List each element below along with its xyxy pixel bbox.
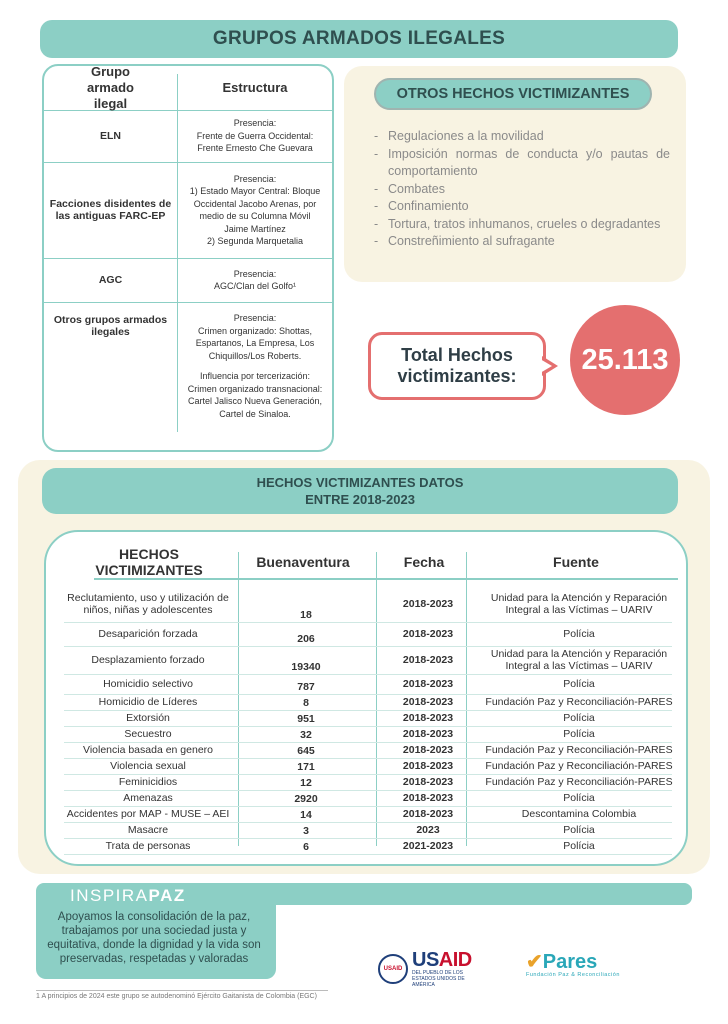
table-row xyxy=(64,822,672,839)
cell-hecho: Accidentes por MAP - MUSE – AEI xyxy=(66,808,230,820)
cell-hecho: Extorsión xyxy=(126,712,170,724)
cell-buenaventura: 3 xyxy=(303,825,309,837)
cell-fuente: Fundación Paz y Reconciliación-PARES xyxy=(485,776,673,788)
group-name: ELN xyxy=(100,130,121,142)
table-row xyxy=(64,646,672,675)
victimizing-facts-table xyxy=(44,530,688,866)
cell-fecha: 2018-2023 xyxy=(402,654,454,666)
other-facts-list xyxy=(374,128,670,251)
footnote: 1 A principios de 2024 este grupo se autodenominó Ejército Gaitanista de Colombia (EGC) xyxy=(36,993,317,1000)
cell-hecho: Amenazas xyxy=(123,792,173,804)
table-row xyxy=(64,838,672,855)
group-structure: Presencia: Crimen organizado: Shottas, Espartanos, La Empresa, Los Chiquillos/Los Roberts. Influencia por tercerización: Crimen organizado transnacional: Cartel Jalisco Nueva Generación, Cartel de Sinaloa. xyxy=(187,313,323,419)
header-group: Grupo armado ilegal xyxy=(87,64,134,111)
cell-fecha: 2018-2023 xyxy=(402,744,454,756)
cell-buenaventura: 951 xyxy=(297,713,315,725)
armed-groups-table xyxy=(42,64,334,452)
col-header-fuente: Fuente xyxy=(553,554,599,570)
list-item: - Imposición normas de conducta y/o pautas de comportamiento xyxy=(374,146,670,181)
table-row xyxy=(64,806,672,823)
group-structure: Presencia: Frente de Guerra Occidental: Frente Ernesto Che Guevara xyxy=(196,118,314,154)
cell-fuente: Polícia xyxy=(563,712,595,724)
other-facts-title: OTROS HECHOS VICTIMIZANTES xyxy=(374,78,652,110)
cell-hecho: Violencia basada en genero xyxy=(83,744,213,756)
cell-buenaventura: 171 xyxy=(297,761,315,773)
cell-buenaventura: 645 xyxy=(297,745,315,757)
list-item: - Combates xyxy=(374,181,670,199)
cell-fuente: Fundación Paz y Reconciliación-PARES xyxy=(485,760,673,772)
pares-logo: ✔Pares Fundación Paz & Reconciliación xyxy=(526,951,620,978)
total-label xyxy=(368,332,546,400)
table-row xyxy=(64,622,672,647)
group-row xyxy=(44,110,332,163)
list-item: - Confinamiento xyxy=(374,198,670,216)
page-title: GRUPOS ARMADOS ILEGALES xyxy=(212,28,506,49)
cell-fecha: 2018-2023 xyxy=(402,808,454,820)
data-section-banner xyxy=(42,468,678,514)
cell-fuente: Polícia xyxy=(563,792,595,804)
table-row xyxy=(64,790,672,807)
total-label-text: Total Hechos victimizantes: xyxy=(397,345,517,386)
cell-hecho: Feminicidios xyxy=(118,776,178,788)
mission-text: Apoyamos la consolidación de la paz, trabajamos por una sociedad justa y equitativa, donde la dignidad y la vida son preservadas, respetadas y valoradas xyxy=(47,911,261,965)
cell-buenaventura: 14 xyxy=(300,809,312,821)
col-header-buenaventura: Buenaventura xyxy=(256,554,350,570)
cell-fuente: Descontamina Colombia xyxy=(521,808,637,820)
cell-fuente: Polícia xyxy=(563,728,595,740)
cell-hecho: Desaparición forzada xyxy=(98,628,198,640)
header-underline xyxy=(94,578,678,580)
group-name: Facciones disidentes de las antiguas FARC-EP xyxy=(49,198,172,222)
cell-buenaventura: 787 xyxy=(297,681,315,693)
cell-buenaventura: 8 xyxy=(303,697,309,709)
col-header-hecho: HECHOS VICTIMIZANTES xyxy=(95,546,203,578)
cell-fuente: Polícia xyxy=(563,840,595,852)
table-row xyxy=(64,774,672,791)
table-row xyxy=(64,742,672,759)
cell-buenaventura: 6 xyxy=(303,841,309,853)
usaid-logo: USAID USAID DEL PUEBLO DE LOS ESTADOS UNIDOS DE AMÉRICA xyxy=(378,950,482,988)
cell-fecha: 2018-2023 xyxy=(402,696,454,708)
table-row xyxy=(64,710,672,727)
cell-fuente: Unidad para la Atención y Reparación Integral a las Víctimas – UARIV xyxy=(490,592,668,616)
cell-fecha: 2018-2023 xyxy=(402,776,454,788)
table-header-row xyxy=(44,66,332,111)
header-structure: Estructura xyxy=(222,80,288,95)
cell-fecha: 2018-2023 xyxy=(402,728,454,740)
cell-hecho: Reclutamiento, uso y utilización de niños, niñas y adolescentes xyxy=(67,592,229,616)
list-item: - Regulaciones a la movilidad xyxy=(374,128,670,146)
group-row xyxy=(44,258,332,303)
cell-fuente: Polícia xyxy=(563,678,595,690)
group-structure: Presencia: AGC/Clan del Golfo¹ xyxy=(213,268,297,291)
cell-fuente: Polícia xyxy=(563,824,595,836)
cell-hecho: Desplazamiento forzado xyxy=(91,654,205,666)
col-header-fecha: Fecha xyxy=(403,554,445,570)
cell-hecho: Secuestro xyxy=(124,728,172,740)
cell-fuente: Polícia xyxy=(563,628,595,640)
data-section-title-1: HECHOS VICTIMIZANTES DATOS xyxy=(256,475,464,490)
footnote-divider xyxy=(36,990,328,991)
cell-hecho: Homicidio selectivo xyxy=(103,678,193,690)
table-row xyxy=(64,674,672,695)
table-row xyxy=(64,694,672,711)
group-row xyxy=(44,302,332,450)
cell-hecho: Trata de personas xyxy=(105,840,191,852)
cell-hecho: Masacre xyxy=(127,824,169,836)
cell-fecha: 2023 xyxy=(416,824,440,836)
bubble-tail-inner xyxy=(540,359,552,373)
other-facts-card xyxy=(344,66,686,282)
cell-buenaventura: 32 xyxy=(300,729,312,741)
table-row xyxy=(64,726,672,743)
list-item: - Constreñimiento al sufragante xyxy=(374,233,670,251)
cell-buenaventura: 2920 xyxy=(294,793,318,805)
cell-buenaventura: 18 xyxy=(300,609,312,621)
list-item: - Tortura, tratos inhumanos, crueles o degradantes xyxy=(374,216,670,234)
total-value: 25.113 xyxy=(570,305,680,415)
cell-hecho: Homicidio de Líderes xyxy=(98,696,198,708)
cell-buenaventura: 206 xyxy=(297,633,315,645)
cell-fecha: 2018-2023 xyxy=(402,712,454,724)
table-row xyxy=(64,586,672,623)
usaid-seal-icon: USAID xyxy=(378,954,408,984)
group-row xyxy=(44,162,332,259)
cell-buenaventura: 19340 xyxy=(291,661,321,673)
group-name: AGC xyxy=(98,274,123,286)
group-structure: Presencia: 1) Estado Mayor Central: Bloque Occidental Jacobo Arenas, por medio de su Columna Móvil Jaime Martínez 2) Segunda Marquetalia xyxy=(189,173,321,246)
data-section-title-2: ENTRE 2018-2023 xyxy=(305,492,415,507)
cell-fuente: Fundación Paz y Reconciliación-PARES xyxy=(485,744,673,756)
cell-fuente: Unidad para la Atención y Reparación Integral a las Víctimas – UARIV xyxy=(490,648,668,672)
cell-fecha: 2018-2023 xyxy=(402,628,454,640)
table-row xyxy=(64,758,672,775)
group-name: Otros grupos armados ilegales xyxy=(53,314,168,338)
cell-fecha: 2018-2023 xyxy=(402,760,454,772)
inspirapaz-logo: INSPIRAPAZ xyxy=(70,886,186,905)
cell-fuente: Fundación Paz y Reconciliación-PARES xyxy=(485,696,673,708)
cell-fecha: 2018-2023 xyxy=(402,792,454,804)
cell-fecha: 2018-2023 xyxy=(402,678,454,690)
cell-buenaventura: 12 xyxy=(300,777,312,789)
cell-fecha: 2018-2023 xyxy=(402,598,454,610)
cell-hecho: Violencia sexual xyxy=(110,760,186,772)
title-banner xyxy=(40,20,678,58)
cell-fecha: 2021-2023 xyxy=(402,840,454,852)
